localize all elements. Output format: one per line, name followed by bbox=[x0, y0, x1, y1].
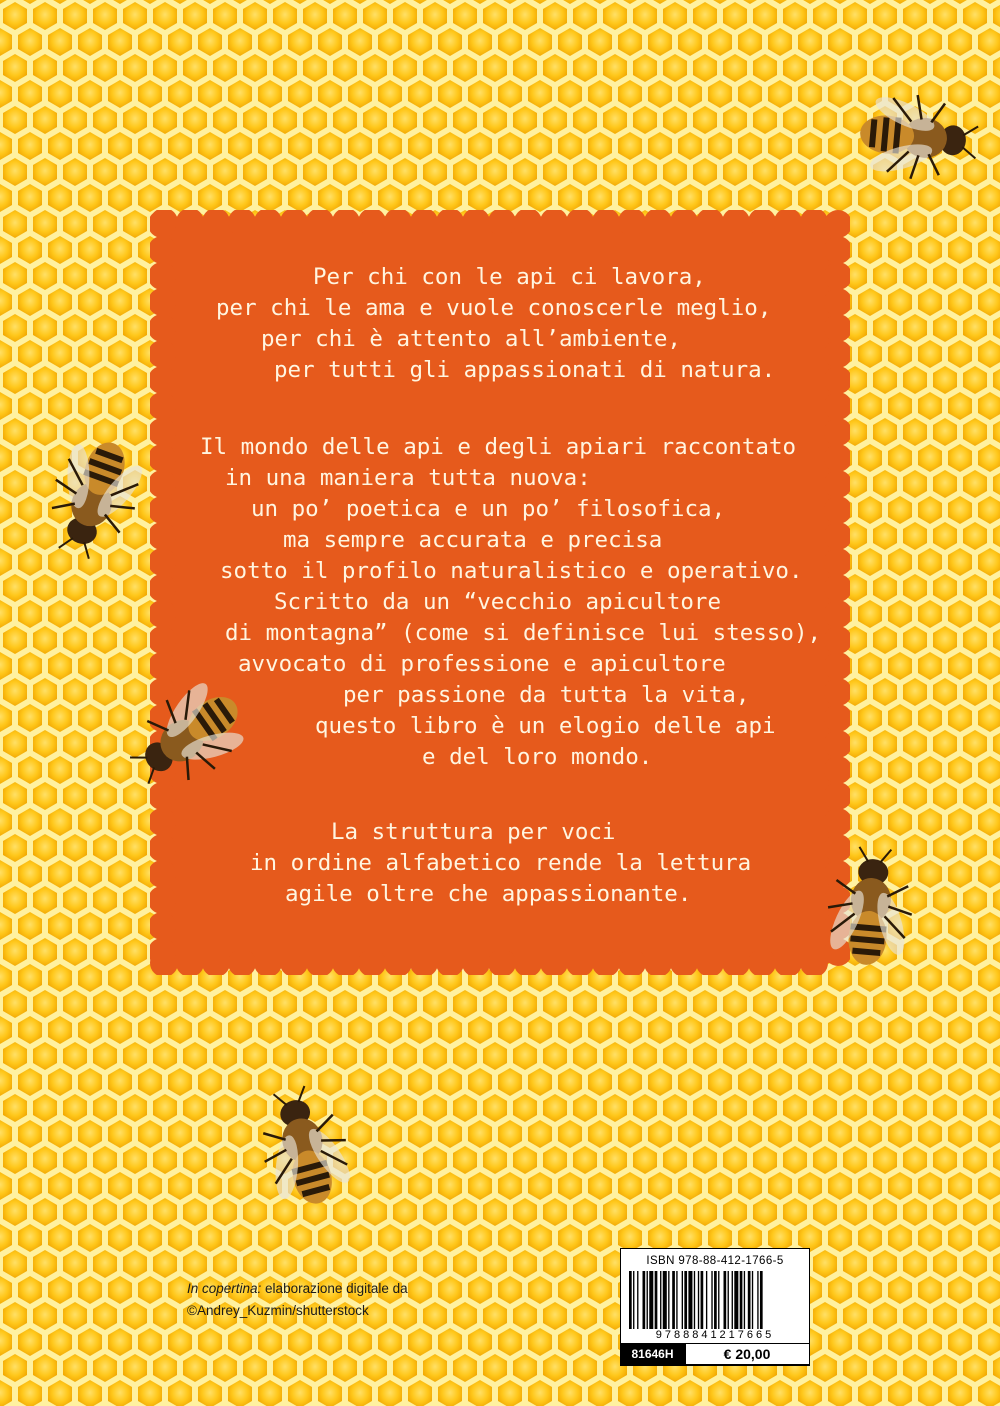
blurb-line: agile oltre che appassionante. bbox=[285, 881, 692, 907]
blurb-line: in ordine alfabetico rende la lettura bbox=[250, 850, 752, 876]
blurb-line: questo libro è un elogio delle api bbox=[315, 713, 776, 739]
barcode bbox=[627, 1271, 805, 1329]
barcode-box bbox=[620, 1248, 810, 1366]
bee-illustration bbox=[810, 835, 930, 985]
blurb-line: e del loro mondo. bbox=[422, 744, 653, 770]
blurb-line: per passione da tutta la vita, bbox=[343, 682, 750, 708]
blurb-line: La struttura per voci bbox=[331, 819, 616, 845]
price-label: € 20,00 bbox=[686, 1343, 810, 1365]
blurb-line: per chi le ama e vuole conoscerle meglio, bbox=[216, 295, 772, 321]
blurb-line: Scritto da un “vecchio apicultore bbox=[274, 589, 722, 615]
ean-number: 9788841217665 bbox=[655, 1329, 775, 1341]
blurb-line: di montagna” (come si definisce lui stesso), bbox=[225, 620, 822, 646]
product-code: 81646H bbox=[620, 1343, 686, 1365]
cover-credit bbox=[187, 1278, 408, 1322]
credit-source: ©Andrey_Kuzmin/shutterstock bbox=[187, 1303, 369, 1318]
bee-illustration bbox=[840, 85, 990, 190]
bee-illustration bbox=[115, 670, 265, 800]
bee-illustration bbox=[245, 1085, 365, 1215]
credit-label: In copertina: bbox=[187, 1281, 262, 1296]
blurb-line: in una maniera tutta nuova: bbox=[225, 465, 591, 491]
bee-illustration bbox=[30, 430, 160, 560]
blurb-line: avvocato di professione e apicultore bbox=[238, 651, 726, 677]
blurb-line: per chi è attento all’ambiente, bbox=[261, 326, 681, 352]
isbn-number: ISBN 978-88-412-1766-5 bbox=[646, 1255, 784, 1267]
blurb-line: un po’ poetica e un po’ filosofica, bbox=[251, 496, 726, 522]
blurb-line: sotto il profilo naturalistico e operativo. bbox=[220, 558, 803, 584]
blurb-line: ma sempre accurata e precisa bbox=[283, 527, 663, 553]
blurb-line: Per chi con le api ci lavora, bbox=[313, 264, 706, 290]
credit-text: elaborazione digitale da bbox=[261, 1281, 408, 1296]
blurb-line: Il mondo delle api e degli apiari raccontato bbox=[200, 434, 797, 460]
blurb-line: per tutti gli appassionati di natura. bbox=[274, 357, 776, 383]
